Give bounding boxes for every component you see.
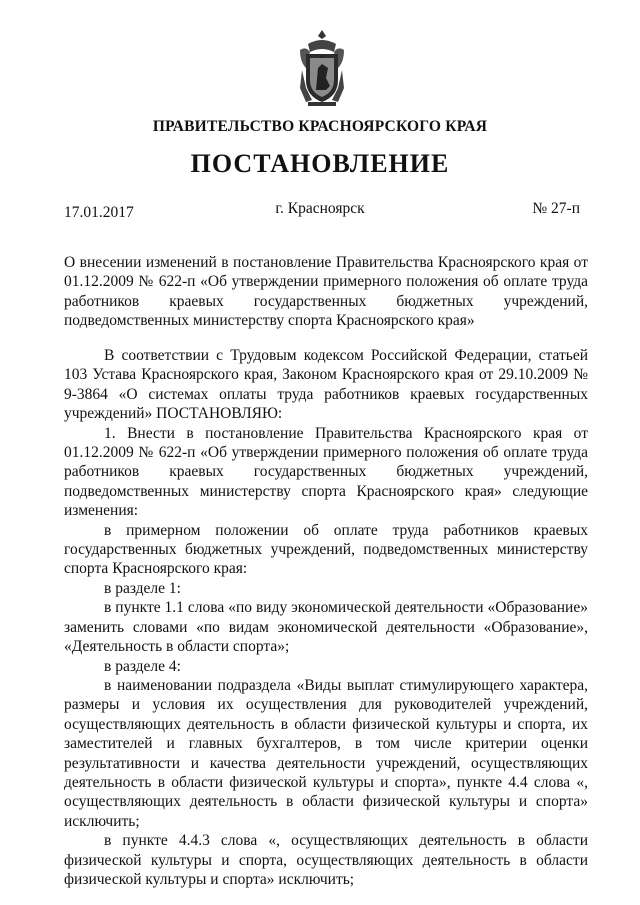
document-body: [64, 346, 588, 889]
body-paragraph: в разделе 1:: [104, 579, 181, 597]
body-paragraph: в наименовании подраздела «Виды выплат стимулирующего характера, размеры и условия их осуществления для руководителей учреждений, осуществляющих деятельность в области физической культуры и спорта, их заместителей и главных бухгалтеров, в том числе критерии оценки результативности и качества деятельности учреждений, осуществляющих деятельность в области физической культуры и спорта», пункте 4.4 слова «, осуществляющих деятельность в области физической культуры и спорта» исключить;: [64, 676, 588, 830]
body-paragraph: в разделе 4:: [104, 657, 181, 675]
document-title: О внесении изменений в постановление Правительства Красноярского края от 01.12.2009 № 622-п «Об утверждении примерного положения об оплате труда работников краевых государственных бюджетных учреждений, подведомственных министерству спорта Красноярского края»: [64, 254, 588, 330]
document-number: № 27-п: [532, 200, 580, 217]
organization-heading: ПРАВИТЕЛЬСТВО КРАСНОЯРСКОГО КРАЯ: [152, 118, 488, 135]
coat-of-arms-icon: [296, 28, 348, 108]
item-1-paragraph: 1. Внести в постановление Правительства Красноярского края от 01.12.2009 № 622-п «Об утверждении примерного положения об оплате труда работников краевых государственных бюджетных учреждений, подведомственных министерству спорта Красноярского края» следующие изменения:: [64, 424, 588, 520]
body-paragraph: в пункте 4.4.3 слова «, осуществляющих деятельность в области физической культуры и спорта, осуществляющих деятельность в области физической культуры и спорта» исключить;: [64, 832, 588, 888]
body-paragraph: в примерном положении об оплате труда работников краевых государственных бюджетных учреждений, подведомственных министерству спорта Красноярского края:: [64, 521, 588, 578]
preamble-paragraph: В соответствии с Трудовым кодексом Российской Федерации, статьей 103 Устава Красноярского края, Законом Красноярского края от 29.10.2009 № 9-3864 «О системах оплаты труда работников краевых государственных учреждений» ПОСТАНОВЛЯЮ:: [64, 347, 588, 423]
document-city: г. Красноярск: [275, 200, 365, 217]
document-type-heading: ПОСТАНОВЛЕНИЕ: [190, 149, 450, 178]
document-date: 17.01.2017: [64, 204, 134, 221]
body-paragraph: в пункте 1.1 слова «по виду экономической деятельности «Образование» заменить словами «по видам экономической деятельности «Образование», «Деятельность в области спорта»;: [64, 599, 588, 656]
